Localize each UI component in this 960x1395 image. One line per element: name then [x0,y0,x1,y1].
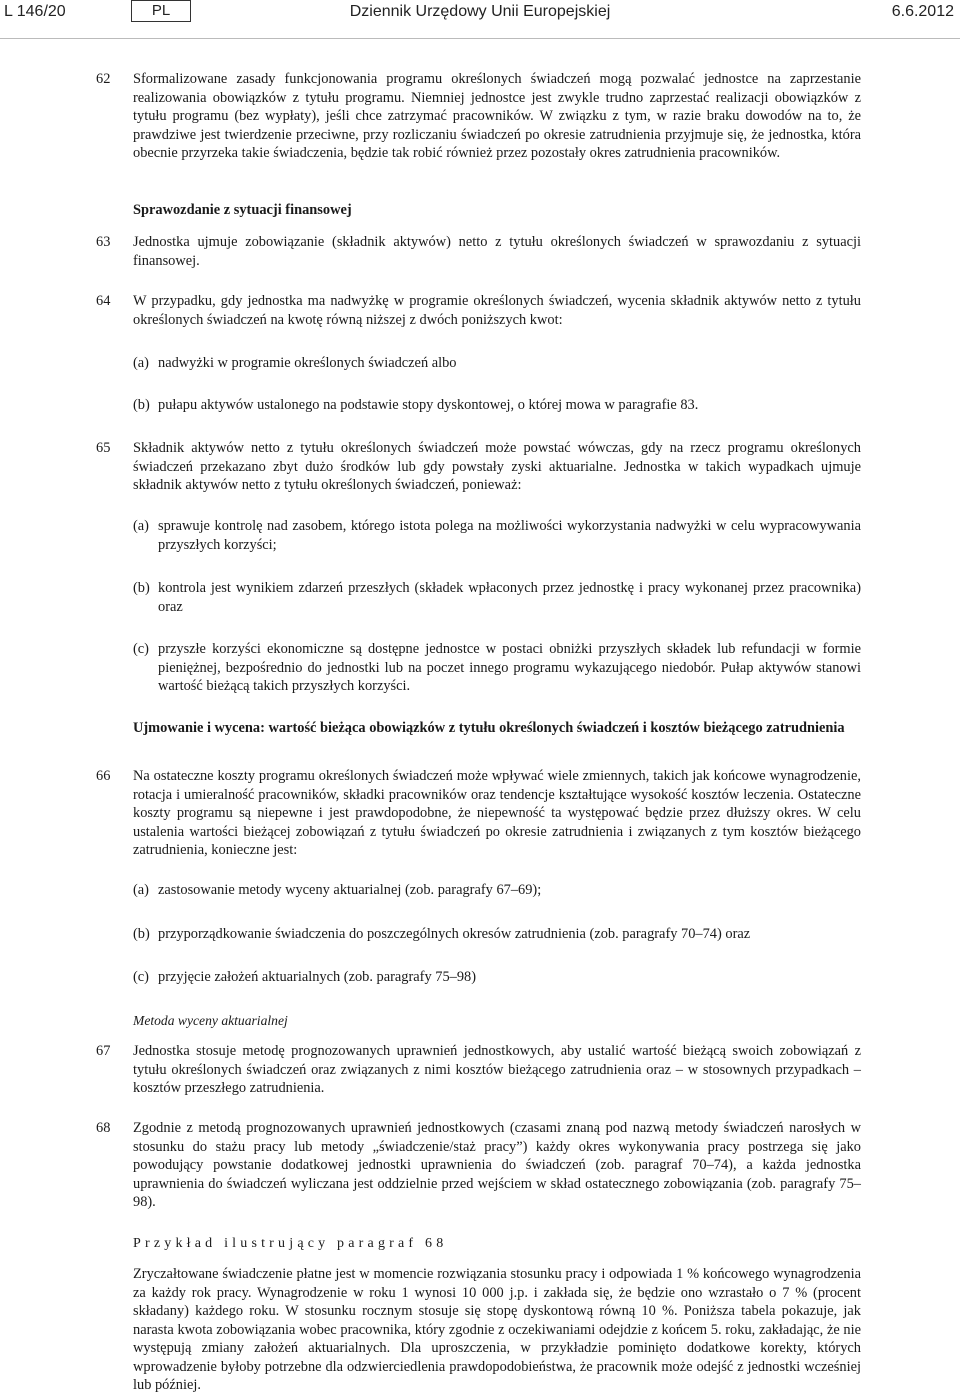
list-item [133,396,861,415]
subsection-heading: Metoda wyceny aktuarialnej [133,1013,288,1028]
list-item [133,881,861,900]
list-item [133,925,861,944]
list-item [133,968,861,987]
journal-title: Dziennik Urzędowy Unii Europejskiej [349,3,611,20]
paragraph-number: 67 [96,1043,111,1059]
section-heading: Ujmowanie i wycena: wartość bieżąca obowiązków z tytułu określonych świadczeń i kosztów bieżącego zatrudnienia [133,720,845,736]
language-badge: PL [131,0,191,22]
list-item-text: przyporządkowanie świadczenia do poszczególnych okresów zatrudnienia (zob. paragrafy 70–74) oraz [158,926,751,942]
paragraph-62: Sformalizowane zasady funkcjonowania programu określonych świadczeń mogą pozwalać jednostce na zaprzestanie realizowania obowiązków z tytułu programu. Niemniej jednostce jest zwykle trudno zaprzestać realizacji obowiązków z tytułu programu (bez wypłaty), jeśli chce zatrzymać pracowników. W związku z tym, w razie braku dowodów na to, że prawdziwe jest twierdzenie przeciwne, przy rozliczaniu świadczeń po okresie zatrudnienia przyjmuje się, że jednostka, która obecnie przyrzeka takie świadczenia, będzie tak robić również przez pozostały okres zatrudnienia pracowników. [133,71,861,161]
list-item-label: (c) [133,969,149,985]
list-item [133,640,861,696]
paragraph-number: 65 [96,440,111,456]
paragraph-number: 62 [96,71,111,87]
list-item-label: (a) [133,882,149,898]
section-heading: Sprawozdanie z sytuacji finansowej [133,202,352,218]
header-divider [0,38,960,39]
example-heading: Przykład ilustrujący paragraf 68 [133,1236,448,1251]
paragraph-65: Składnik aktywów netto z tytułu określonych świadczeń może powstać wówczas, gdy na rzecz programu określonych świadczeń przekazano zbyt dużo środków lub gdy powstały zyski aktuarialne. Jednostka w takich wypadkach ujmuje składnik aktywów netto z tytułu określonych świadczeń, ponieważ: [133,440,861,493]
list-item-text: sprawuje kontrolę nad zasobem, którego istota polega na możliwości wykorzystania nadwyżki w celu wypracowywania przyszłych korzyści; [158,518,861,553]
paragraph-63: Jednostka ujmuje zobowiązanie (składnik aktywów) netto z tytułu określonych świadczeń w sprawozdaniu z sytuacji finansowej. [133,234,861,269]
paragraph-number: 68 [96,1120,111,1136]
list-item-label: (b) [133,580,150,596]
page-header [0,0,960,40]
example-paragraph: Zryczałtowane świadczenie płatne jest w momencie rozwiązania stosunku pracy i odpowiada 1 % końcowego wynagrodzenia za każdy rok pracy. Wynagrodzenie w roku 1 wynosi 10 000 j.p. i zakłada się, że będzie ono wzrastało o 7 % (procent składany) każdego roku. W stosunku rocznym stosuje się stopę dyskontową równą 10 %. Poniższa tabela pokazuje, jak narasta kwota zobowiązania wobec pracownika, który zgodnie z oczekiwaniami odejdzie z końcem 5. roku, zakładając, że nie występują zmiany założeń aktuarialnych. Dla uproszczenia, w przykładzie pominięto dodatkowe korekty, których wprowadzenie byłoby potrzebne dla odzwierciedlenia prawdopodobieństwa, że pracownik może odejść z jednostki wcześniej lub później. [133,1266,861,1393]
publication-date: 6.6.2012 [891,3,954,20]
list-item-text: przyszłe korzyści ekonomiczne są dostępne jednostce w postaci obniżki przyszłych składek lub refundacji w formie pieniężnej, bezpośrednio do jednostki lub na poczet innego programu wykazującego niedobór. Pułap aktywów stanowi wartość bieżącą takich przyszłych korzyści. [158,641,861,694]
paragraph-number: 64 [96,293,111,309]
list-item [133,517,861,554]
list-item-label: (b) [133,926,150,942]
list-item-label: (b) [133,397,150,413]
list-item-text: zastosowanie metody wyceny aktuarialnej (zob. paragrafy 67–69); [158,882,542,898]
paragraph-68: Zgodnie z metodą prognozowanych uprawnień jednostkowych (czasami znaną pod nazwą metody świadczeń narosłych w stosunku do stażu pracy lub metody „świadczenie/staż pracy”) każdy okres wykonywania pracy postrzega się jako powodujący powstanie dodatkowej jednostki uprawnienia do świadczeń (zob. paragraf 70–74), a każda jednostka uprawnienia do świadczeń wyliczana jest oddzielnie przed wejściem w skład ostatecznego zobowiązania (zob. paragrafy 75–98). [133,1120,861,1210]
list-item [133,354,861,373]
list-item-text: nadwyżki w programie określonych świadczeń albo [158,355,457,371]
paragraph-67: Jednostka stosuje metodę prognozowanych uprawnień jednostkowych, aby ustalić wartość bieżącą swoich zobowiązań z tytułu określonych świadczeń oraz związanych z nimi kosztów bieżącego zatrudnienia oraz – w stosownych przypadkach – kosztów przeszłego zatrudnienia. [133,1043,861,1096]
list-item-label: (a) [133,518,149,534]
list-item-text: przyjęcie założeń aktuarialnych (zob. paragrafy 75–98) [158,969,477,985]
issue-number: L 146/20 [4,3,66,20]
paragraph-number: 63 [96,234,111,250]
list-item-text: pułapu aktywów ustalonego na podstawie stopy dyskontowej, o której mowa w paragrafie 83. [158,397,699,413]
paragraph-64: W przypadku, gdy jednostka ma nadwyżkę w programie określonych świadczeń, wycenia składnik aktywów netto z tytułu określonych świadczeń na kwotę równą niższej z dwóch poniższych kwot: [133,293,861,328]
paragraph-66: Na ostateczne koszty programu określonych świadczeń może wpływać wiele zmiennych, takich jak końcowe wynagrodzenie, rotacja i umieralność pracowników, składki pracowników oraz tendencje kształtujące wysokość kosztów leczenia. Ostateczne koszty programu są niepewne i jest prawdopodobne, że niepewność ta występować będzie przez dłuższy okres. W celu ustalenia wartości bieżącej zobowiązań z tytułu świadczeń po okresie zatrudnienia i związanych z tym kosztów bieżącego zatrudnienia, konieczne jest: [133,768,861,858]
list-item-label: (a) [133,355,149,371]
list-item [133,579,861,616]
list-item-label: (c) [133,641,149,657]
paragraph-number: 66 [96,768,111,784]
list-item-text: kontrola jest wynikiem zdarzeń przeszłych (składek wpłaconych przez jednostkę i pracy wykonanej przez pracownika) oraz [158,580,861,615]
